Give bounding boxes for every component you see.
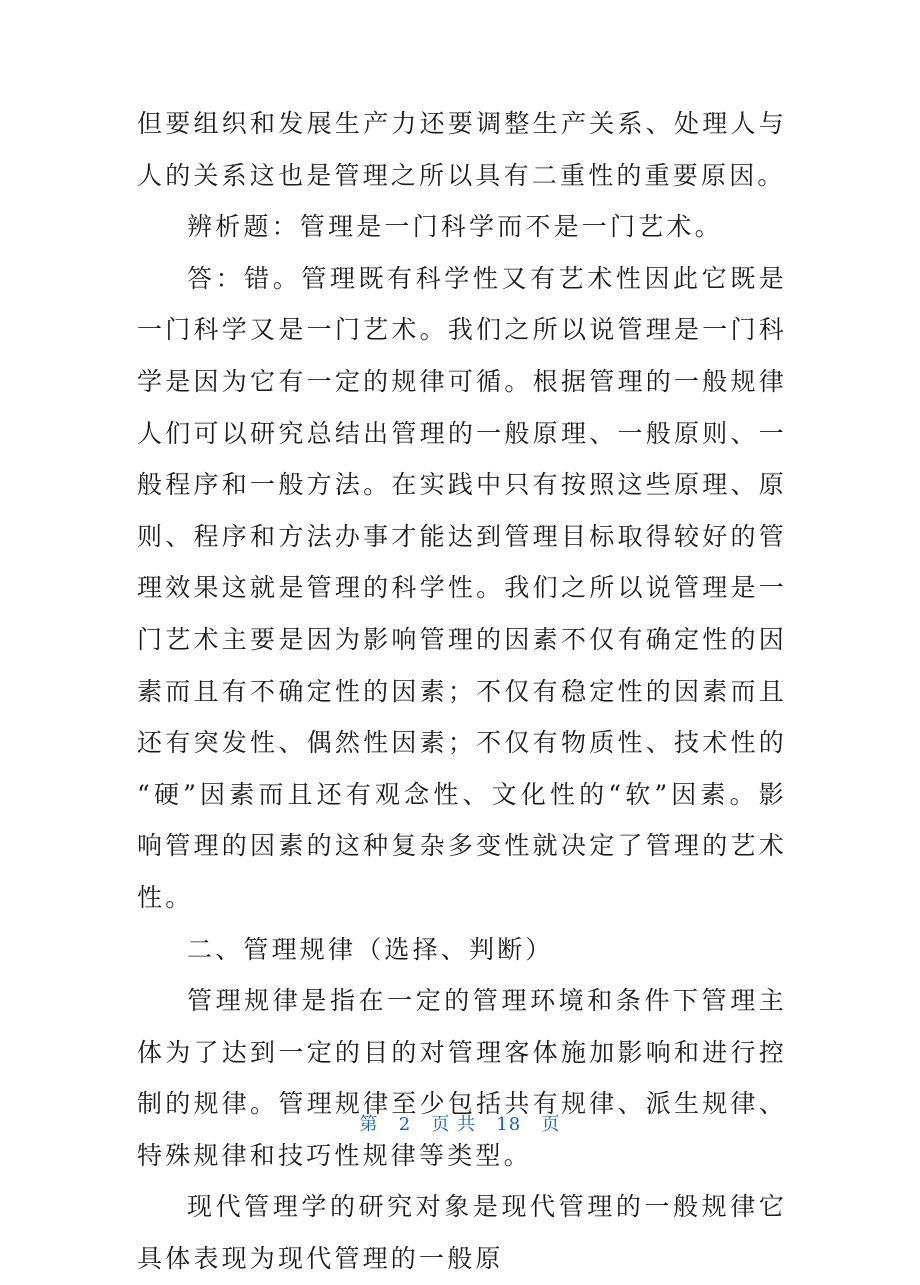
paragraph-1: 但要组织和发展生产力还要调整生产关系、处理人与人的关系这也是管理之所以具有二重性的重要原因。 <box>137 109 787 190</box>
section-heading: 二、管理规律（选择、判断） <box>187 934 554 964</box>
paragraph-2: 辨析题：管理是一门科学而不是一门艺术。 <box>187 212 723 242</box>
footer-prefix: 第 <box>359 1114 379 1135</box>
footer-total-pages: 18 <box>496 1114 522 1135</box>
paragraph-3: 答：错。管理既有科学性又有艺术性因此它既是一门科学又是一门艺术。我们之所以说管理是一门科学是因为它有一定的规律可循。根据管理的一般规律人们可以研究总结出管理的一般原理、一般原则、一般程序和一般方法。在实践中只有按照这些原理、原则、程序和方法办事才能达到管理目标取得较好的管理效果这就是管理的科学性。我们之所以说管理是一门艺术主要是因为影响管理的因素不仅有确定性的因素而且有不确定性的因素；不仅有稳定性的因素而且还有突发性、偶然性因素；不仅有物质性、技术性的“硬”因素而且还有观念性、文化性的“软”因素。影响管理的因素的这种复杂多变性就决定了管理的艺术性。 <box>137 263 787 912</box>
footer-middle: 页 共 <box>431 1114 477 1135</box>
footer-current-page: 2 <box>398 1114 412 1135</box>
paragraph-4: 管理规律是指在一定的管理环境和条件下管理主体为了达到一定的目的对管理客体施加影响和进行控制的规律。管理规律至少包括共有规律、派生规律、特殊规律和技巧性规律等类型。 <box>137 986 787 1170</box>
paragraph-5: 现代管理学的研究对象是现代管理的一般规律它具体表现为现代管理的一般原 <box>137 1192 787 1274</box>
footer-suffix: 页 <box>541 1114 561 1135</box>
document-body <box>137 98 787 1285</box>
page-footer <box>0 1110 920 1136</box>
